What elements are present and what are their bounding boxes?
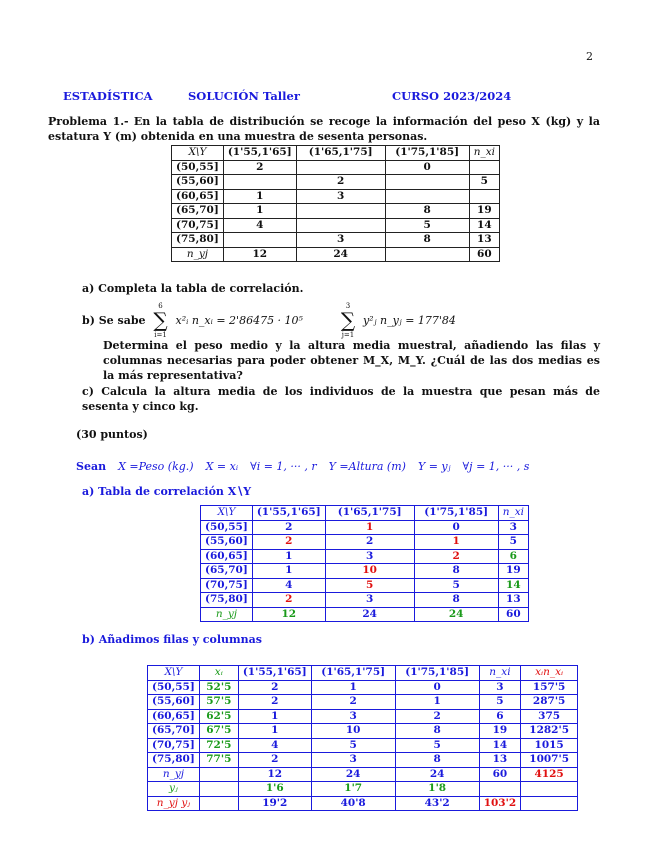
table-cell: 1	[414, 535, 498, 550]
table-cell	[469, 189, 499, 204]
column-header: n_xi	[479, 666, 520, 681]
column-header: (1'75,1'85]	[414, 506, 498, 521]
table-cell: 3	[311, 753, 395, 768]
table-cell	[296, 160, 385, 175]
table-cell	[296, 218, 385, 233]
table-row	[148, 680, 578, 695]
table-cell: 2	[238, 680, 311, 695]
table-cell: 43'2	[395, 796, 479, 811]
table-cell: (75,80]	[148, 753, 200, 768]
table-cell: (60,65]	[172, 189, 224, 204]
table-row	[148, 796, 578, 811]
table-cell	[296, 204, 385, 219]
problem-text: En la tabla de distribución se recoge la información del peso X (kg) y la estatura Y (m) obtenida en una muestra de sesenta personas.	[48, 115, 600, 143]
table-cell: (55,60]	[148, 695, 200, 710]
table-cell: 19	[479, 724, 520, 739]
table-cell: 8	[395, 724, 479, 739]
table-cell: 24	[296, 247, 385, 262]
table-cell: 2	[252, 520, 325, 535]
table-cell: 287'5	[521, 695, 578, 710]
column-header: xᵢn_xᵢ	[521, 666, 578, 681]
table-row	[148, 724, 578, 739]
table-cell: 4	[252, 578, 325, 593]
table-cell: 57'5	[199, 695, 238, 710]
table-row	[172, 218, 500, 233]
table-row	[201, 607, 529, 622]
table-cell: 5	[385, 218, 469, 233]
header-row	[148, 666, 578, 681]
table-cell: (75,80]	[172, 233, 224, 248]
table-row	[148, 753, 578, 768]
table-cell: 103'2	[479, 796, 520, 811]
table-cell: 4	[223, 218, 296, 233]
header-row	[172, 146, 500, 161]
table-row	[148, 738, 578, 753]
table-cell: 2	[252, 535, 325, 550]
y-eq: Y = yⱼ	[417, 460, 451, 473]
table-cell: 2	[238, 753, 311, 768]
table-cell: 67'5	[199, 724, 238, 739]
table-cell: (75,80]	[201, 593, 253, 608]
header-course: CURSO 2023/2024	[392, 89, 512, 103]
table-cell: 24	[325, 607, 414, 622]
table-cell: 1	[223, 189, 296, 204]
table-cell: 3	[479, 680, 520, 695]
column-header: X\Y	[201, 506, 253, 521]
table-cell: 19	[469, 204, 499, 219]
table-cell: (55,60]	[201, 535, 253, 550]
table-cell: (60,65]	[201, 549, 253, 564]
table-cell: 14	[469, 218, 499, 233]
table-cell	[199, 767, 238, 782]
table-cell: (65,70]	[201, 564, 253, 579]
table-cell: 40'8	[311, 796, 395, 811]
table-cell: (65,70]	[148, 724, 200, 739]
table-cell: 60	[469, 247, 499, 262]
column-header: (1'75,1'85]	[395, 666, 479, 681]
table-cell: (55,60]	[172, 175, 224, 190]
sean-label: Sean	[76, 460, 107, 473]
table-cell: 24	[414, 607, 498, 622]
table-cell: 1007'5	[521, 753, 578, 768]
x-eq: X = xᵢ	[205, 460, 239, 473]
column-header: xᵢ	[199, 666, 238, 681]
table-cell: 6	[479, 709, 520, 724]
table-cell: 157'5	[521, 680, 578, 695]
table-row	[201, 535, 529, 550]
table-cell: 24	[395, 767, 479, 782]
column-header: (1'65,1'75]	[325, 506, 414, 521]
problem-statement	[48, 114, 600, 144]
question-b-intro: b) Se sabe	[82, 314, 146, 327]
table-cell: 8	[414, 564, 498, 579]
table-cell	[223, 175, 296, 190]
column-header: n_xi	[469, 146, 499, 161]
def-x: X =Peso (kg.)	[118, 460, 194, 473]
table-cell: 2	[223, 160, 296, 175]
formula-1: x²ᵢ n_xᵢ = 2'86475 · 10⁵	[175, 314, 303, 327]
table-cell: n_yj	[148, 767, 200, 782]
forall-j: ∀j = 1, ··· , s	[462, 460, 530, 473]
extended-table	[147, 665, 578, 811]
table-cell: 1015	[521, 738, 578, 753]
table-cell: 19'2	[238, 796, 311, 811]
table-cell: 3	[311, 709, 395, 724]
table-cell: (50,55]	[172, 160, 224, 175]
table-cell: (60,65]	[148, 709, 200, 724]
formula-2: y²ⱼ n_yⱼ = 177'84	[362, 314, 456, 327]
table-row	[148, 709, 578, 724]
table-cell	[199, 782, 238, 797]
table-cell	[521, 782, 578, 797]
table-cell: 2	[311, 695, 395, 710]
table-cell: 14	[479, 738, 520, 753]
table-cell: 1	[223, 204, 296, 219]
table-row	[201, 578, 529, 593]
table-row	[172, 233, 500, 248]
table-cell: 77'5	[199, 753, 238, 768]
table-cell: 6	[498, 549, 528, 564]
table-cell	[469, 160, 499, 175]
table-row	[172, 247, 500, 262]
table-cell: 2	[296, 175, 385, 190]
table-cell: 60	[498, 607, 528, 622]
table-cell: (50,55]	[201, 520, 253, 535]
table-cell	[521, 796, 578, 811]
sum-symbol-1: 6 ∑ i=1	[153, 302, 168, 339]
column-header: (1'55,1'65]	[252, 506, 325, 521]
column-header: (1'65,1'75]	[296, 146, 385, 161]
table-cell: 12	[223, 247, 296, 262]
table-row	[172, 175, 500, 190]
table-cell: 3	[325, 593, 414, 608]
table-cell: 13	[479, 753, 520, 768]
table-cell: (70,75]	[201, 578, 253, 593]
page-number: 2	[586, 50, 593, 63]
table-cell: 1	[238, 724, 311, 739]
table-row	[201, 520, 529, 535]
table-cell: 5	[479, 695, 520, 710]
table-cell: 5	[325, 578, 414, 593]
solution-a-title: a) Tabla de correlación X∖Y	[82, 485, 252, 498]
table-cell: 8	[385, 204, 469, 219]
table-cell: 4125	[521, 767, 578, 782]
table-cell: 1	[395, 695, 479, 710]
table-cell: 1'7	[311, 782, 395, 797]
table-row	[148, 695, 578, 710]
table-cell: 0	[385, 160, 469, 175]
table-cell: (50,55]	[148, 680, 200, 695]
table-cell: 1282'5	[521, 724, 578, 739]
table-cell: 0	[414, 520, 498, 535]
table-cell: 52'5	[199, 680, 238, 695]
column-header: (1'75,1'85]	[385, 146, 469, 161]
solution-intro	[76, 460, 529, 473]
table-cell: 24	[311, 767, 395, 782]
table-cell: 1	[325, 520, 414, 535]
points: (30 puntos)	[76, 428, 148, 441]
table-cell: 3	[498, 520, 528, 535]
table-cell: 5	[498, 535, 528, 550]
table-cell: 12	[252, 607, 325, 622]
distribution-table	[171, 145, 500, 262]
table-row	[172, 160, 500, 175]
table-cell: 3	[296, 233, 385, 248]
table-cell: 2	[414, 549, 498, 564]
table-cell: n_yj	[201, 607, 253, 622]
table-cell: 19	[498, 564, 528, 579]
table-cell: 1	[252, 564, 325, 579]
sum-symbol-2: 3 ∑ j=1	[340, 302, 356, 339]
table-cell: 10	[311, 724, 395, 739]
table-cell: 5	[414, 578, 498, 593]
table-cell: 3	[325, 549, 414, 564]
table-cell: 8	[395, 753, 479, 768]
table-cell: 5	[311, 738, 395, 753]
table-cell: 13	[498, 593, 528, 608]
table-cell: 8	[385, 233, 469, 248]
column-header: X\Y	[172, 146, 224, 161]
correlation-table	[200, 505, 529, 622]
table-cell: 8	[414, 593, 498, 608]
table-cell: (65,70]	[172, 204, 224, 219]
question-c: c) Calcula la altura media de los individuos de la muestra que pesan más de sesenta y cinco kg.	[82, 385, 600, 413]
header-row	[201, 506, 529, 521]
table-cell: n_yj yⱼ	[148, 796, 200, 811]
table-cell: 14	[498, 578, 528, 593]
table-cell: 375	[521, 709, 578, 724]
column-header: X\Y	[148, 666, 200, 681]
table-cell	[385, 175, 469, 190]
table-cell	[479, 782, 520, 797]
table-cell: 4	[238, 738, 311, 753]
table-cell: 1	[238, 709, 311, 724]
table-cell	[223, 233, 296, 248]
table-cell: 2	[252, 593, 325, 608]
def-y: Y =Altura (m)	[328, 460, 406, 473]
table-row	[172, 204, 500, 219]
table-cell: 5	[395, 738, 479, 753]
table-cell: n_yj	[172, 247, 224, 262]
table-row	[172, 189, 500, 204]
column-header: (1'55,1'65]	[238, 666, 311, 681]
table-row	[201, 549, 529, 564]
column-header: n_xi	[498, 506, 528, 521]
table-cell: 72'5	[199, 738, 238, 753]
table-cell: 2	[238, 695, 311, 710]
table-cell: 2	[325, 535, 414, 550]
forall-i: ∀i = 1, ··· , r	[250, 460, 317, 473]
table-row	[148, 767, 578, 782]
table-cell	[385, 247, 469, 262]
table-cell: 2	[395, 709, 479, 724]
table-cell: 1	[252, 549, 325, 564]
table-cell: 12	[238, 767, 311, 782]
table-cell	[199, 796, 238, 811]
header-solution: SOLUCIÓN Taller	[188, 89, 300, 103]
table-cell: (70,75]	[172, 218, 224, 233]
table-cell: 1'6	[238, 782, 311, 797]
table-cell: yⱼ	[148, 782, 200, 797]
table-cell: (70,75]	[148, 738, 200, 753]
table-row	[201, 593, 529, 608]
column-header: (1'65,1'75]	[311, 666, 395, 681]
table-cell: 3	[296, 189, 385, 204]
question-a: a) Completa la tabla de correlación.	[82, 282, 304, 295]
column-header: (1'55,1'65]	[223, 146, 296, 161]
table-cell: 62'5	[199, 709, 238, 724]
table-row	[201, 564, 529, 579]
question-b-text: Determina el peso medio y la altura media muestral, añadiendo las filas y columnas necesarias para poder obtener M_X, M_Y. ¿Cuál de las dos medias es la más representativa?	[103, 339, 600, 382]
problem-label: Problema 1.-	[48, 115, 129, 128]
solution-b-title: b) Añadimos filas y columnas	[82, 633, 262, 646]
table-cell: 60	[479, 767, 520, 782]
table-cell: 1'8	[395, 782, 479, 797]
question-b-formula	[82, 302, 456, 339]
table-cell: 0	[395, 680, 479, 695]
header-subject: ESTADÍSTICA	[63, 89, 153, 103]
table-cell: 10	[325, 564, 414, 579]
table-cell: 13	[469, 233, 499, 248]
table-cell: 1	[311, 680, 395, 695]
table-row	[148, 782, 578, 797]
table-cell	[385, 189, 469, 204]
table-cell: 5	[469, 175, 499, 190]
